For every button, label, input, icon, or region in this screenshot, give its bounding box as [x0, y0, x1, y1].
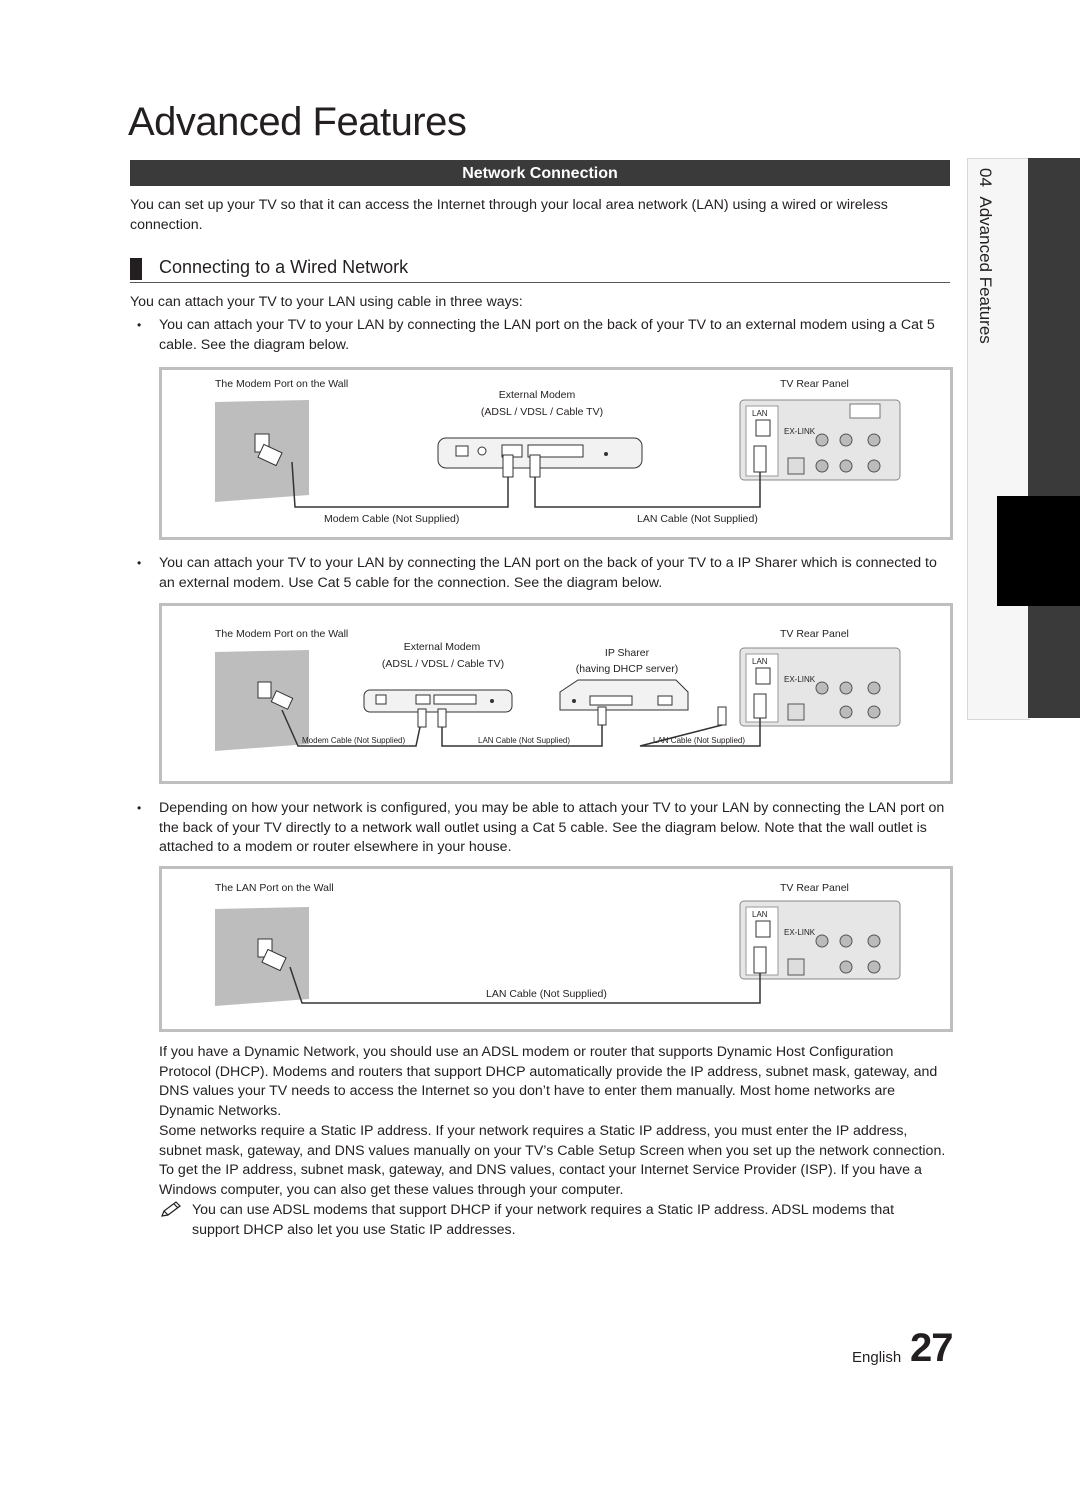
- subheading: [130, 256, 950, 283]
- wall-port-label: The Modem Port on the Wall: [215, 378, 349, 390]
- modem-illustration: [438, 438, 642, 477]
- lan-cable-label-2: LAN Cable (Not Supplied): [653, 736, 746, 745]
- diagram-ip-sharer: [159, 603, 953, 784]
- note-text: You can use ADSL modems that support DHCP if your network requires a Static IP address. ADSL modems that support DHCP also let you use Static IP addresses.: [192, 1202, 895, 1238]
- footer-language: English: [852, 1349, 902, 1366]
- bullet-dot: •: [137, 556, 142, 570]
- tv-rear-panel-illustration: [740, 648, 900, 726]
- tv-rear-panel-illustration: [740, 901, 900, 979]
- ip-sharer-illustration: [560, 680, 726, 725]
- modem-label-1: External Modem: [403, 641, 481, 653]
- modem-cable-line: [292, 462, 508, 507]
- bullet-dot: •: [137, 318, 142, 332]
- bullet-3: Depending on how your network is configured, you may be able to attach your TV to your LAN by connecting the LAN port on the back of your TV directly to a network wall outlet using a Cat 5 cable. See the diagram below. Note that the wall outlet is attached to a modem or router elsewhere in your house.: [159, 800, 945, 855]
- bullet-2: You can attach your TV to your LAN by connecting the LAN port on the back of your TV to a IP Sharer which is connected to an external modem. Use Cat 5 cable for the connection. See the diagram below.: [159, 555, 937, 591]
- ways-intro: You can attach your TV to your LAN using cable in three ways:: [130, 294, 523, 310]
- lan-cable-label: LAN Cable (Not Supplied): [637, 513, 758, 525]
- wall-port-label: The Modem Port on the Wall: [215, 628, 349, 640]
- modem-label-2: (ADSL / VDSL / Cable TV): [381, 658, 505, 670]
- modem-illustration: [364, 690, 512, 727]
- sharer-label-1: IP Sharer: [604, 647, 650, 659]
- modem-cable-label: Modem Cable (Not Supplied): [324, 513, 460, 525]
- intro-paragraph: You can set up your TV so that it can access the Internet through your local area network (LAN) using a wired or wireless connection.: [130, 197, 888, 233]
- modem-label-2: (ADSL / VDSL / Cable TV): [480, 406, 604, 418]
- lan-port-label: LAN: [752, 409, 768, 418]
- tv-panel-label: TV Rear Panel: [780, 882, 849, 894]
- subheading-marker: [130, 258, 142, 280]
- lan-port-label: LAN: [752, 657, 768, 666]
- lan-port-label: LAN: [752, 910, 768, 919]
- bullet-1: You can attach your TV to your LAN by connecting the LAN port on the back of your TV to an external modem using a Cat 5 cable. See the diagram below.: [159, 317, 935, 353]
- exlink-label: EX-LINK: [784, 675, 816, 684]
- lan-cable-label-1: LAN Cable (Not Supplied): [478, 736, 571, 745]
- lan-cable-line: [535, 472, 760, 507]
- exlink-label: EX-LINK: [784, 928, 816, 937]
- chapter-number: 04: [976, 168, 995, 187]
- lan-cable-label: LAN Cable (Not Supplied): [486, 988, 607, 1000]
- static-ip-paragraph: Some networks require a Static IP address. If your network requires a Static IP address, you must enter the IP address, subnet mask, gateway, and DNS values manually on your TV’s Cable Setup Screen when you set up the network connection. To get the IP address, subnet mask, gateway, and DNS values, contact your Internet Service Provider (ISP). If you have a Windows computer, you can also get these values through your computer.: [159, 1123, 946, 1198]
- section-bar: Network Connection: [130, 160, 950, 186]
- exlink-label: EX-LINK: [784, 427, 816, 436]
- modem-cable-label: Modem Cable (Not Supplied): [302, 736, 406, 745]
- wall-illustration: [215, 650, 309, 751]
- diagram-modem: [159, 367, 953, 540]
- diagram-wall-lan: [159, 866, 953, 1032]
- modem-label-1: External Modem: [498, 389, 576, 401]
- chapter-side-strip: [1028, 158, 1080, 718]
- tv-panel-label: TV Rear Panel: [780, 628, 849, 640]
- note-pencil-icon: [160, 1200, 182, 1218]
- sharer-label-2: (having DHCP server): [575, 663, 679, 675]
- bullet-dot: •: [137, 801, 142, 815]
- dynamic-network-paragraph: If you have a Dynamic Network, you should use an ADSL modem or router that supports Dynamic Host Configuration Protocol (DHCP). Modems and routers that support DHCP automatically provide the IP address, subnet mask, gateway, and DNS values your TV needs to access the Internet so you don’t have to enter them manually. Most home networks are Dynamic Networks.: [159, 1044, 938, 1119]
- tv-rear-panel-illustration: [740, 400, 900, 480]
- chapter-title: Advanced Features: [976, 196, 995, 344]
- wall-port-label: The LAN Port on the Wall: [215, 882, 334, 894]
- chapter-label: [975, 168, 995, 344]
- chapter-side-marker: [997, 496, 1080, 606]
- page-title: Advanced Features: [128, 100, 467, 144]
- subheading-text: Connecting to a Wired Network: [159, 257, 409, 277]
- tv-panel-label: TV Rear Panel: [780, 378, 849, 390]
- page-number: 27: [910, 1326, 953, 1370]
